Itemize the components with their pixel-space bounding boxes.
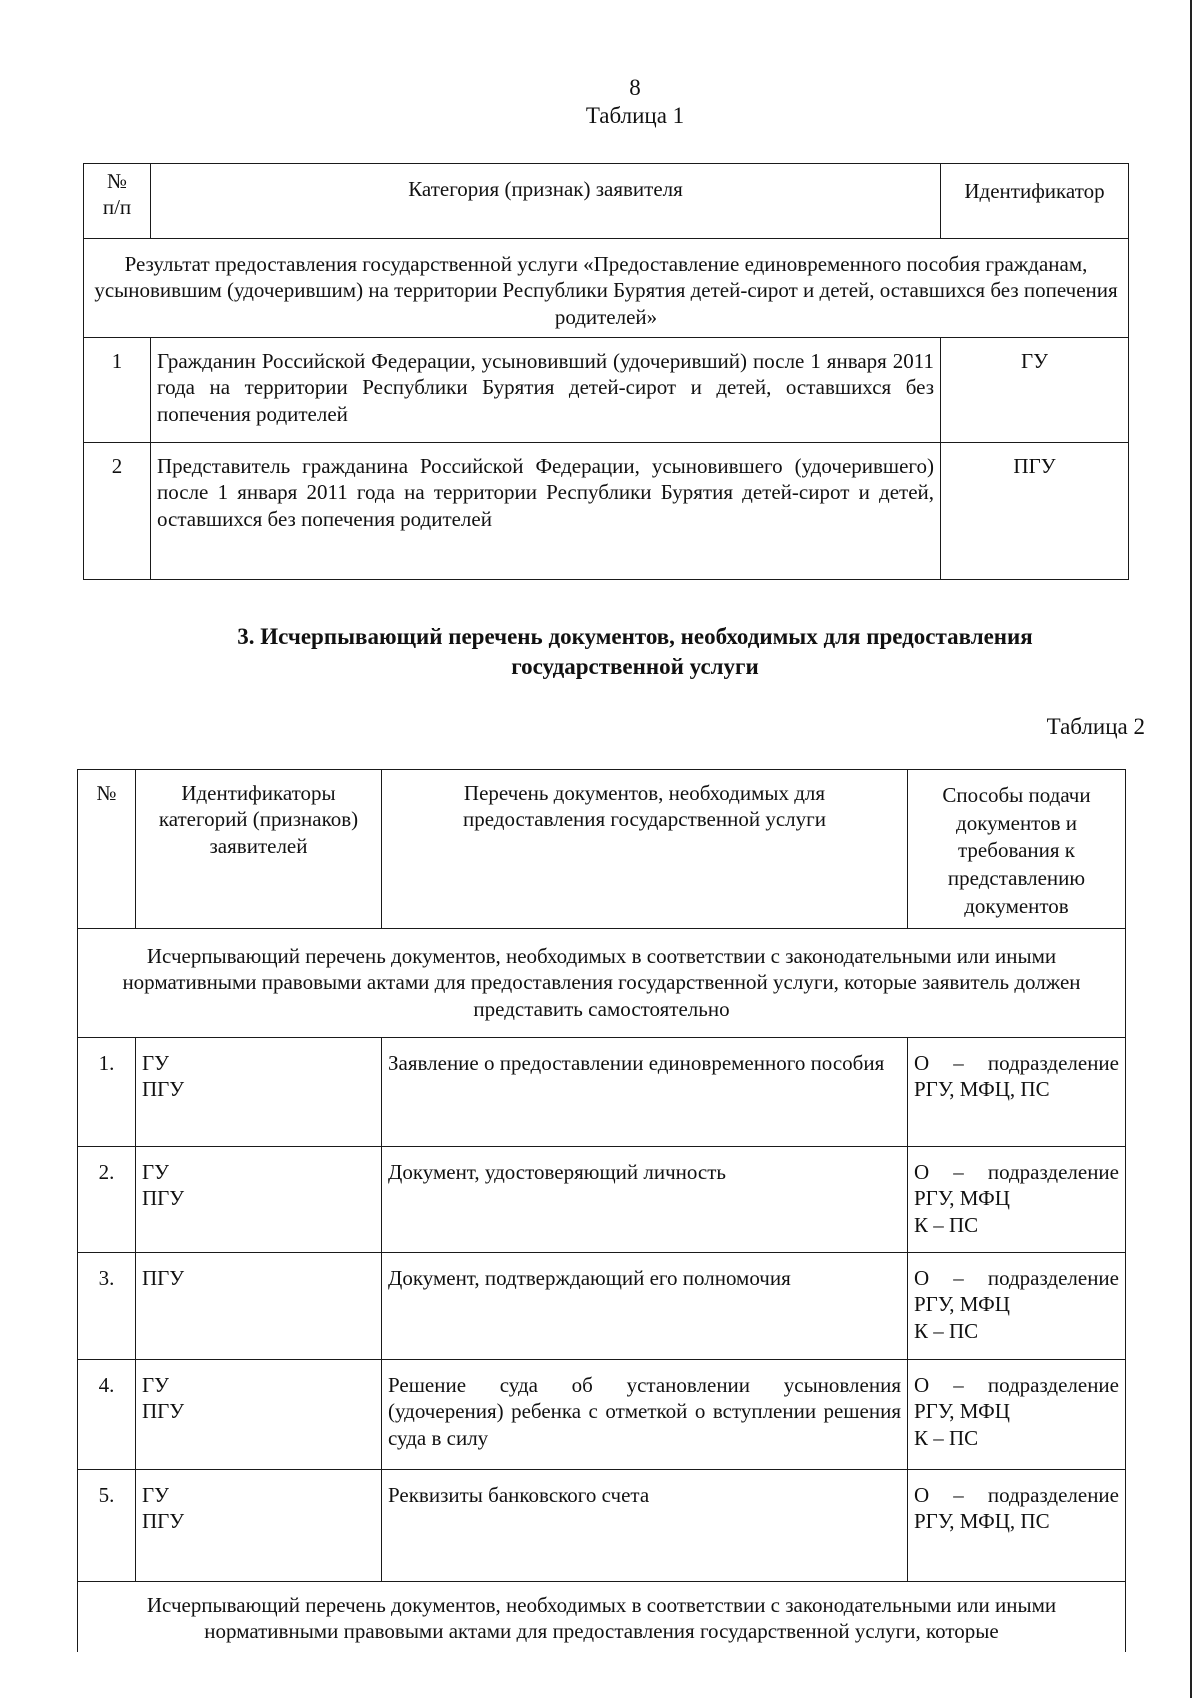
table1 [83,163,1129,580]
table2-row5-identifiers: ГУ ПГУ [136,1470,382,1582]
table-row [84,443,1129,580]
table2-row3-identifiers: ПГУ [136,1253,382,1360]
table1-header-category: Категория (признак) заявителя [151,164,941,239]
table2-header-methods: Способы подачи документов и требования к представлению документов [908,770,1126,929]
table2-row4-document: Решение суда об установлении усыновления (удочерения) ребенка с отметкой о вступлении решения суда в силу [382,1360,908,1470]
table2-header-documents: Перечень документов, необходимых для предоставления государственной услуги [382,770,908,929]
table2-row4-method: О – подразделение РГУ, МФЦ К – ПС [908,1360,1126,1470]
table1-row1-num: 1 [84,338,151,443]
table1-caption: Таблица 1 [585,103,685,128]
table-row [78,1470,1126,1582]
table2-row5-document: Реквизиты банковского счета [382,1470,908,1582]
table-row [84,338,1129,443]
table2-row2-num: 2. [78,1147,136,1253]
table1-row2-identifier: ПГУ [941,443,1129,580]
table2-section-row [78,929,1126,1038]
table-row [78,1253,1126,1360]
table2-section-text-1: Исчерпывающий перечень документов, необходимых в соответствии с законодательными или иными нормативными правовыми актами для предоставления государственной услуги, которые заявитель должен представить самостоятельно [78,929,1126,1038]
section-heading: 3. Исчерпывающий перечень документов, необходимых для предоставления государственной услуги [237,624,1033,679]
table2-row4-num: 4. [78,1360,136,1470]
table2-section-row-2 [78,1582,1126,1652]
table1-row2-num: 2 [84,443,151,580]
table2-row1-identifiers: ГУ ПГУ [136,1038,382,1147]
table2-row3-num: 3. [78,1253,136,1360]
table1-section-text: Результат предоставления государственной услуги «Предоставление единовременного пособия гражданам, усыновившим (удочерившим) на территории Республики Бурятия детей-сирот и детей, оставшихся без попечения родителей» [84,239,1129,338]
page-edge-line [1190,0,1192,1698]
table1-row1-identifier: ГУ [941,338,1129,443]
table-row [78,1360,1126,1470]
table2-header-row [78,770,1126,929]
table2-row1-document: Заявление о предоставлении единовременного пособия [382,1038,908,1147]
table2-row3-method: О – подразделение РГУ, МФЦ К – ПС [908,1253,1126,1360]
table2-header-identifiers: Идентификаторы категорий (признаков) заявителей [136,770,382,929]
table1-row1-category: Гражданин Российской Федерации, усыновивший (удочеривший) после 1 января 2011 года на территории Республики Бурятия детей-сирот и детей, оставшихся без попечения родителей [151,338,941,443]
table2-row1-method: О – подразделение РГУ, МФЦ, ПС [908,1038,1126,1147]
table2-header-num: № [78,770,136,929]
table2-row1-num: 1. [78,1038,136,1147]
table1-section-row [84,239,1129,338]
table2-caption: Таблица 2 [1046,714,1145,739]
table2-section-text-2: Исчерпывающий перечень документов, необходимых в соответствии с законодательными или иными нормативными правовыми актами для предоставления государственной услуги, которые [78,1582,1126,1652]
table2-row2-document: Документ, удостоверяющий личность [382,1147,908,1253]
table2-row2-method: О – подразделение РГУ, МФЦ К – ПС [908,1147,1126,1253]
table1-header-num: № п/п [84,164,151,239]
table1-header-identifier: Идентификатор [941,164,1129,239]
table2 [77,769,1126,1652]
table2-row5-method: О – подразделение РГУ, МФЦ, ПС [908,1470,1126,1582]
table2-row3-document: Документ, подтверждающий его полномочия [382,1253,908,1360]
table1-header-row [84,164,1129,239]
table2-row2-identifiers: ГУ ПГУ [136,1147,382,1253]
table-row [78,1038,1126,1147]
table2-row5-num: 5. [78,1470,136,1582]
table1-row2-category: Представитель гражданина Российской Федерации, усыновившего (удочерившего) после 1 января 2011 года на территории Республики Бурятия детей-сирот и детей, оставшихся без попечения родителей [151,443,941,580]
table2-row4-identifiers: ГУ ПГУ [136,1360,382,1470]
page-number: 8 [629,75,641,100]
table-row [78,1147,1126,1253]
